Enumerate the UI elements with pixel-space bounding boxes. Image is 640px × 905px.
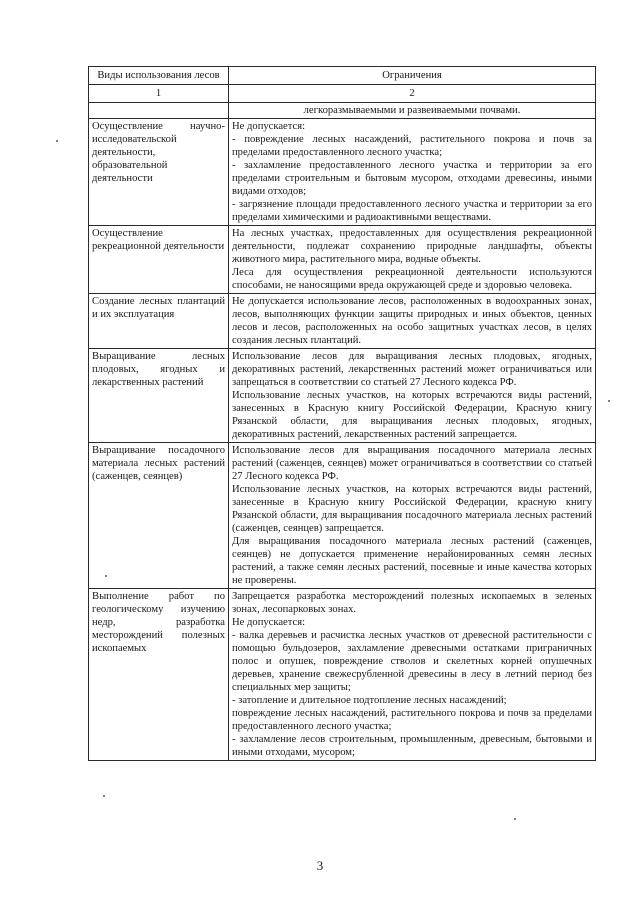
restriction-paragraph: - захламление лесов строительным, промышленным, древесным, бытовыми и иными отходами, мусором; — [232, 734, 592, 758]
scan-speck — [103, 795, 105, 797]
restriction-paragraph: Для выращивания посадочного материала лесных растений (саженцев, сеянцев) не допускается применение нерайонированных семян лесных растений, а также семян лесных растений, посевные и иные качества которых не проверены. — [232, 536, 592, 586]
column-numbers-row — [89, 85, 596, 103]
restriction-cell — [229, 226, 596, 294]
table-row — [89, 589, 596, 761]
restriction-cell — [229, 294, 596, 349]
usage-type-text: Выращивание лесных плодовых, ягодных и лекарственных растений — [92, 351, 225, 388]
restriction-paragraph: Использование лесных участков, на которых встречаются виды растений, занесенные в Красную книгу Российской Федерации, красную книгу Рязанской области, для выращивания посадочного материала лесных растений (саженцев, сеянцев) запрещается. — [232, 484, 592, 534]
table-row — [89, 294, 596, 349]
usage-type-text: Выполнение работ по геологическому изучению недр, разработка месторождений полезных ископаемых — [92, 591, 225, 654]
continuation-text: легкоразмываемыми и развеиваемыми почвами. — [229, 103, 596, 119]
restriction-paragraph: Использование лесов для выращивания лесных плодовых, ягодных, декоративных растений, лекарственных растений может ограничиваться или запрещаться в соответствии со статьей 27 Лесного кодекса РФ. — [232, 351, 592, 388]
restriction-paragraph: Использование лесов для выращивания посадочного материала лесных растений (саженцев, сеянцев) может ограничиваться в соответствии со статьей 27 Лесного кодекса РФ. — [232, 445, 592, 482]
scan-speck — [56, 140, 58, 142]
header-row — [89, 67, 596, 85]
usage-type-cell — [89, 294, 229, 349]
restriction-cell — [229, 443, 596, 589]
usage-type-text: Создание лесных плантаций и их эксплуатация — [92, 296, 225, 320]
header-restrictions: Ограничения — [229, 67, 596, 85]
restriction-paragraph: - захламление предоставленного лесного участка и территории за его пределами строительным и бытовым мусором, отходами древесины, иными видами отходов; — [232, 160, 592, 197]
table-row — [89, 443, 596, 589]
scan-speck — [514, 818, 516, 820]
table-row — [89, 349, 596, 443]
restriction-paragraph: На лесных участках, предоставленных для осуществления рекреационной деятельности, подлежат сохранению природные ландшафты, объекты животного мира, растительного мира, водные объекты. — [232, 228, 592, 265]
usage-type-cell — [89, 349, 229, 443]
continuation-empty-cell — [89, 103, 229, 119]
restriction-cell — [229, 349, 596, 443]
restriction-paragraph: Не допускается: — [232, 617, 306, 628]
restriction-paragraph: Леса для осуществления рекреационной деятельности используются способами, не наносящими вреда окружающей среде и здоровью человека. — [232, 267, 592, 291]
table-row — [89, 226, 596, 294]
continuation-row — [89, 103, 596, 119]
restriction-paragraph: Не допускается: — [232, 121, 306, 132]
restriction-paragraph: Запрещается разработка месторождений полезных ископаемых в зеленых зонах, лесопарковых зонах. — [232, 591, 592, 615]
header-usage-types: Виды использования лесов — [89, 67, 229, 85]
scan-speck — [608, 400, 610, 402]
table-row — [89, 119, 596, 226]
restriction-paragraph: - валка деревьев и расчистка лесных участков от древесной растительности с помощью бульдозеров, захламление древесными остатками приграничных полос и опушек, повреждение стволов и скелетных корней опушечных деревьев, хранение свежесрубленной древесины в лесу в летний период без специальных мер защиты; — [232, 630, 592, 693]
restriction-paragraph: Не допускается использование лесов, расположенных в водоохранных зонах, лесов, выполняющих функции защиты природных и иных объектов, ценных лесов и лесов, расположенных на особо защитных участках лесов, в целях создания лесных плантаций. — [232, 296, 592, 346]
restriction-cell — [229, 119, 596, 226]
column-number-2: 2 — [229, 85, 596, 103]
restriction-paragraph: повреждение лесных насаждений, растительного покрова и почв за пределами предоставленного лесного участка; — [232, 708, 592, 732]
restriction-paragraph: - затопление и длительное подтопление лесных насаждений; — [232, 695, 507, 706]
usage-type-cell — [89, 226, 229, 294]
usage-type-cell — [89, 589, 229, 761]
restriction-paragraph: - загрязнение площади предоставленного лесного участка и территории за его пределами химическими и радиоактивными веществами. — [232, 199, 592, 223]
scan-speck — [105, 575, 107, 577]
usage-type-cell — [89, 443, 229, 589]
usage-type-text: Осуществление рекреационной деятельности — [92, 228, 225, 252]
usage-type-cell — [89, 119, 229, 226]
column-number-1: 1 — [89, 85, 229, 103]
page-number: 3 — [316, 858, 324, 873]
usage-type-text: Выращивание посадочного материала лесных растений (саженцев, сеянцев) — [92, 445, 225, 482]
restriction-paragraph: Использование лесных участков, на которых встречаются виды растений, занесенных в Красную книгу Российской Федерации, Красную книгу Рязанской области, для выращивания лесных плодовых, ягодных, декоративных растений, лекарственных растений запрещается. — [232, 390, 592, 440]
usage-type-text: Осуществление научно-исследовательской деятельности, образовательной деятельности — [92, 121, 225, 184]
restrictions-table — [88, 66, 596, 761]
restriction-paragraph: - повреждение лесных насаждений, растительного покрова и почв за пределами предоставленного лесного участка; — [232, 134, 592, 158]
restriction-cell — [229, 589, 596, 761]
